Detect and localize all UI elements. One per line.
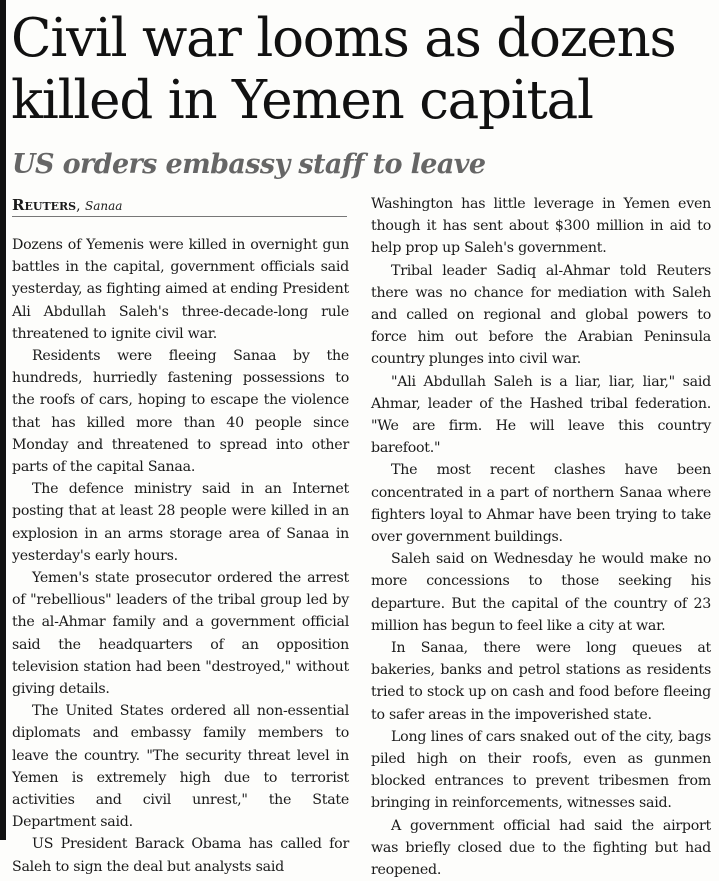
byline-separator: , — [76, 198, 81, 214]
paragraph: The most recent clashes have been concentrated in a part of northern Sanaa where fighters loyal to Ahmar have been trying to take over government buildings. — [371, 462, 711, 546]
paragraph: Tribal leader Sadiq al-Ahmar told Reuters there was no chance for mediation with Saleh and called on regional and global powers to force him out before the Arabian Peninsula country plunges into civil war. — [371, 262, 711, 368]
byline — [12, 194, 347, 217]
paragraph: The defence ministry said in an Internet posting that at least 28 people were killed in an explosion in an arms storage area of Sanaa in yesterday's early hours. — [12, 481, 349, 564]
page-edge-bar — [0, 0, 6, 840]
headline: Civil war looms as dozens killed in Yemen capital — [11, 8, 676, 131]
paragraph: "Ali Abdullah Saleh is a liar, liar, liar," said Ahmar, leader of the Hashed tribal federation. "We are firm. He will leave this country barefoot." — [371, 373, 711, 457]
byline-location: Sanaa — [85, 199, 123, 213]
paragraph: In Sanaa, there were long queues at bakeries, banks and petrol stations as residents tried to stock up on cash and food before fleeing to safer areas in the impoverished state. — [371, 640, 711, 723]
paragraph: Yemen's state prosecutor ordered the arrest of "rebellious" leaders of the tribal group led by the al-Ahmar family and a government official said the headquarters of an opposition television station had been "destroyed," without giving details. — [12, 570, 349, 698]
paragraph: Saleh said on Wednesday he would make no more concessions to those seeking his departure. But the capital of the country of 23 million has begun to feel like a city at war. — [371, 551, 711, 634]
article-column-1 — [12, 234, 349, 878]
byline-agency: Reuters — [12, 196, 77, 214]
paragraph: Residents were fleeing Sanaa by the hundreds, hurriedly fastening possessions to the roofs of cars, hoping to escape the violence that has killed more than 40 people since Monday and threatened to spread into other parts of the capital Sanaa. — [12, 348, 349, 476]
paragraph: US President Barack Obama has called for Saleh to sign the deal but analysts said — [12, 836, 349, 875]
paragraph: Washington has little leverage in Yemen even though it has sent about $300 million in aid to help prop up Saleh's government. — [371, 196, 711, 257]
paragraph: The United States ordered all non-essential diplomats and embassy family members to leave the country. "The security threat level in Yemen is extremely high due to terrorist activities and civil unrest," the State Department said. — [12, 703, 349, 831]
paragraph: A government official had said the airport was briefly closed due to the fighting but had reopened. — [371, 817, 711, 879]
subheadline: US orders embassy staff to leave — [12, 149, 486, 180]
paragraph: Dozens of Yemenis were killed in overnight gun battles in the capital, government officials said yesterday, as fighting aimed at ending President Ali Abdullah Saleh's three-decade-long rule threatened to ignite civil war. — [12, 237, 349, 342]
paragraph: Long lines of cars snaked out of the city, bags piled high on their roofs, even as gunmen blocked entrances to prevent tribesmen from bringing in reinforcements, witnesses said. — [371, 728, 711, 812]
article-column-2 — [371, 193, 711, 881]
